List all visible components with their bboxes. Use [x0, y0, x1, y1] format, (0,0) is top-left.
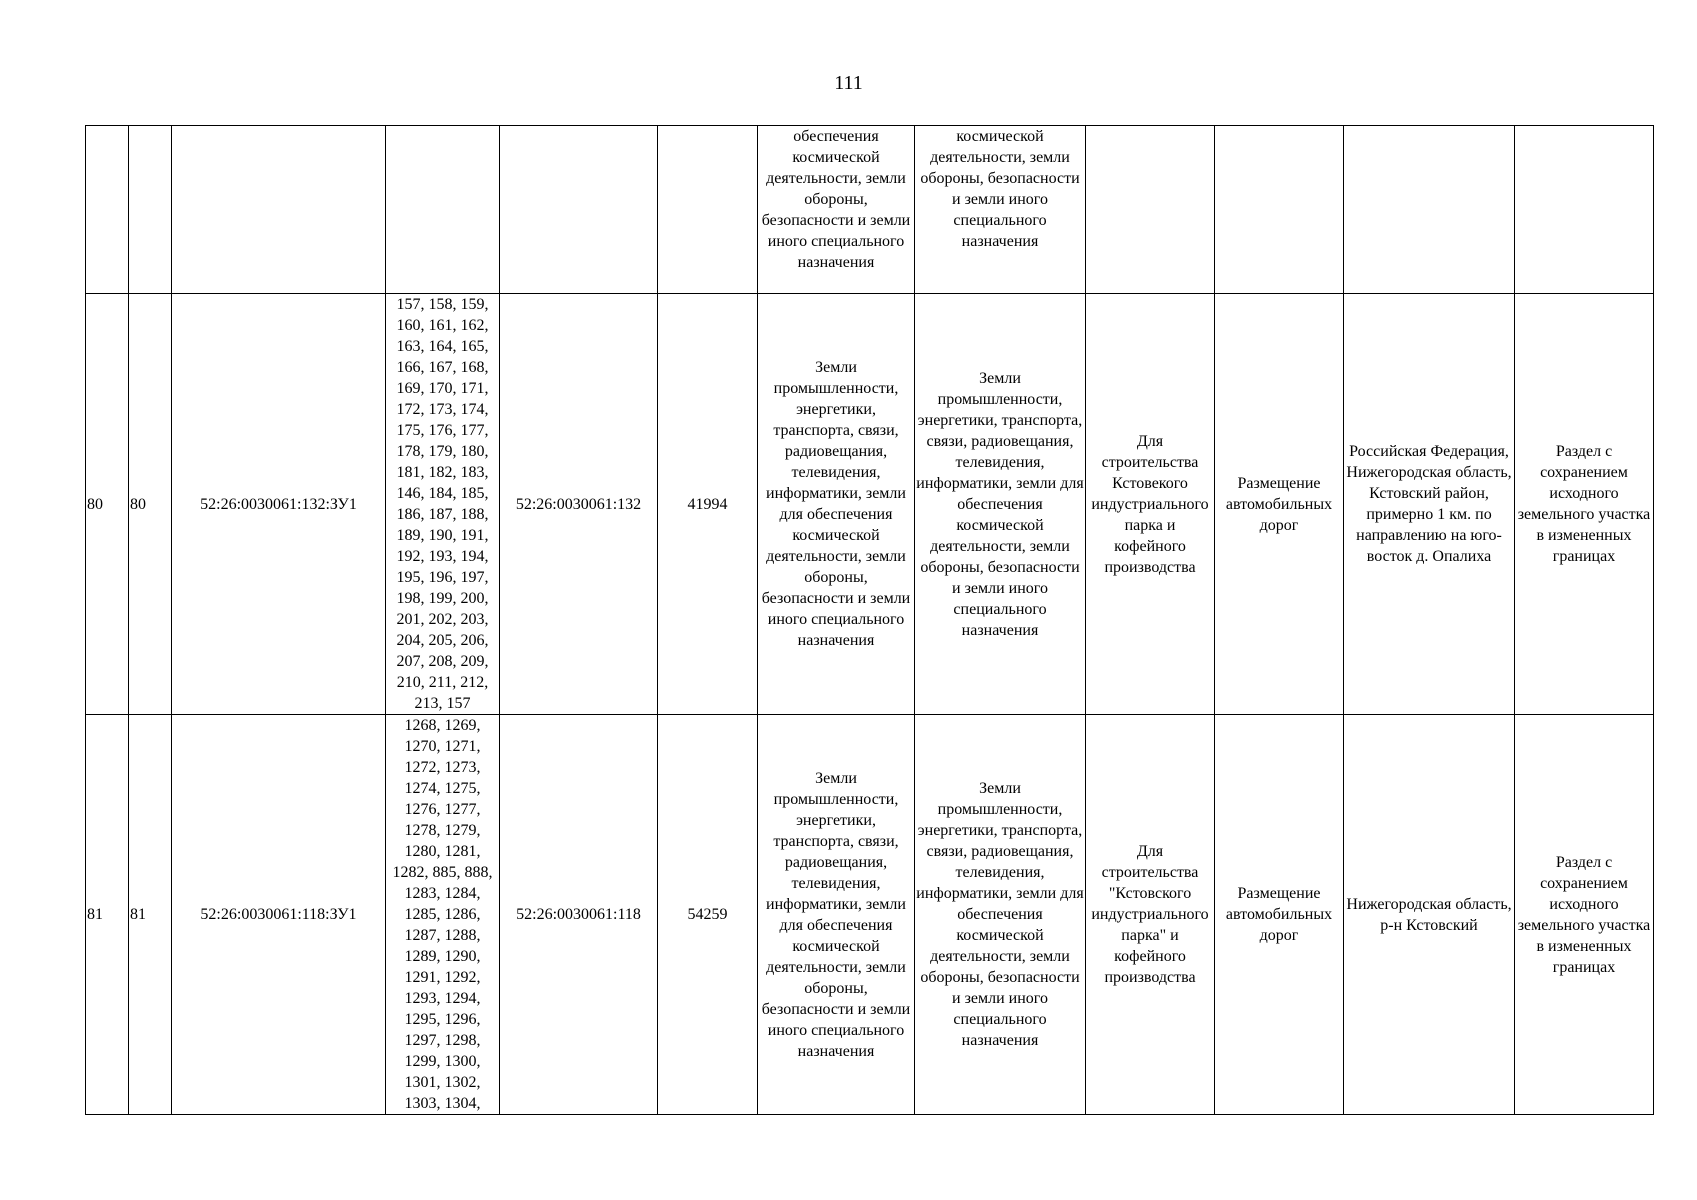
table-row: [86, 715, 1654, 1115]
category-after-cell: Земли промышленности, энергетики, транспорта, связи, радиовещания, телевидения, информатики, земли для обеспечения космической деятельности, земли обороны, безопасности и земли иного специального назначения: [915, 294, 1086, 715]
permitted-use-after-cell: Размещение автомобильных дорог: [1215, 294, 1344, 715]
address-cell: [1344, 126, 1515, 294]
row-number-cell: [86, 126, 129, 294]
page-number: 111: [834, 72, 863, 94]
method-cell: Раздел с сохранением исходного земельного участка в измененных границах: [1515, 715, 1654, 1115]
points-cell: 157, 158, 159, 160, 161, 162, 163, 164, 165, 166, 167, 168, 169, 170, 171, 172, 173, 174, 175, 176, 177, 178, 179, 180, 181, 182, 183, 146, 184, 185, 186, 187, 188, 189, 190, 191, 192, 193, 194, 195, 196, 197, 198, 199, 200, 201, 202, 203, 204, 205, 206, 207, 208, 209, 210, 211, 212, 213, 157: [386, 294, 500, 715]
row-number-cell: 81: [86, 715, 129, 1115]
permitted-use-before-cell: [1086, 126, 1215, 294]
table-row: [86, 126, 1654, 294]
new-cadastral-cell: [172, 126, 386, 294]
new-cadastral-cell: 52:26:0030061:118:ЗУ1: [172, 715, 386, 1115]
new-cadastral-cell: 52:26:0030061:132:ЗУ1: [172, 294, 386, 715]
plot-number-cell: 81: [129, 715, 172, 1115]
source-cadastral-cell: [500, 126, 658, 294]
permitted-use-after-cell: Размещение автомобильных дорог: [1215, 715, 1344, 1115]
points-cell: 1268, 1269, 1270, 1271, 1272, 1273, 1274, 1275, 1276, 1277, 1278, 1279, 1280, 1281, 1282, 885, 888, 1283, 1284, 1285, 1286, 1287, 1288, 1289, 1290, 1291, 1292, 1293, 1294, 1295, 1296, 1297, 1298, 1299, 1300, 1301, 1302, 1303, 1304,: [386, 715, 500, 1115]
permitted-use-after-cell: [1215, 126, 1344, 294]
method-cell: Раздел с сохранением исходного земельного участка в измененных границах: [1515, 294, 1654, 715]
permitted-use-before-cell: Для строительства "Кстовского индустриального парка" и кофейного производства: [1086, 715, 1215, 1115]
points-cell: [386, 126, 500, 294]
area-cell: [658, 126, 758, 294]
permitted-use-before-cell: Для строительства Кстовекого индустриального парка и кофейного производства: [1086, 294, 1215, 715]
source-cadastral-cell: 52:26:0030061:118: [500, 715, 658, 1115]
address-cell: Нижегородская область, р-н Кстовский: [1344, 715, 1515, 1115]
category-after-cell: космической деятельности, земли обороны, безопасности и земли иного специального назначения: [915, 126, 1086, 294]
category-before-cell: Земли промышленности, энергетики, транспорта, связи, радиовещания, телевидения, информатики, земли для обеспечения космической деятельности, земли обороны, безопасности и земли иного специального назначения: [758, 294, 915, 715]
area-cell: 41994: [658, 294, 758, 715]
table-row: [86, 294, 1654, 715]
category-before-cell: обеспечения космической деятельности, земли обороны, безопасности и земли иного специального назначения: [758, 126, 915, 294]
area-cell: 54259: [658, 715, 758, 1115]
address-cell: Российская Федерация, Нижегородская область, Кстовский район, примерно 1 км. по направлению на юго-восток д. Опалиха: [1344, 294, 1515, 715]
land-plots-table: [85, 125, 1654, 1115]
source-cadastral-cell: 52:26:0030061:132: [500, 294, 658, 715]
plot-number-cell: 80: [129, 294, 172, 715]
category-after-cell: Земли промышленности, энергетики, транспорта, связи, радиовещания, телевидения, информатики, земли для обеспечения космической деятельности, земли обороны, безопасности и земли иного специального назначения: [915, 715, 1086, 1115]
plot-number-cell: [129, 126, 172, 294]
category-before-cell: Земли промышленности, энергетики, транспорта, связи, радиовещания, телевидения, информатики, земли для обеспечения космической деятельности, земли обороны, безопасности и земли иного специального назначения: [758, 715, 915, 1115]
method-cell: [1515, 126, 1654, 294]
row-number-cell: 80: [86, 294, 129, 715]
